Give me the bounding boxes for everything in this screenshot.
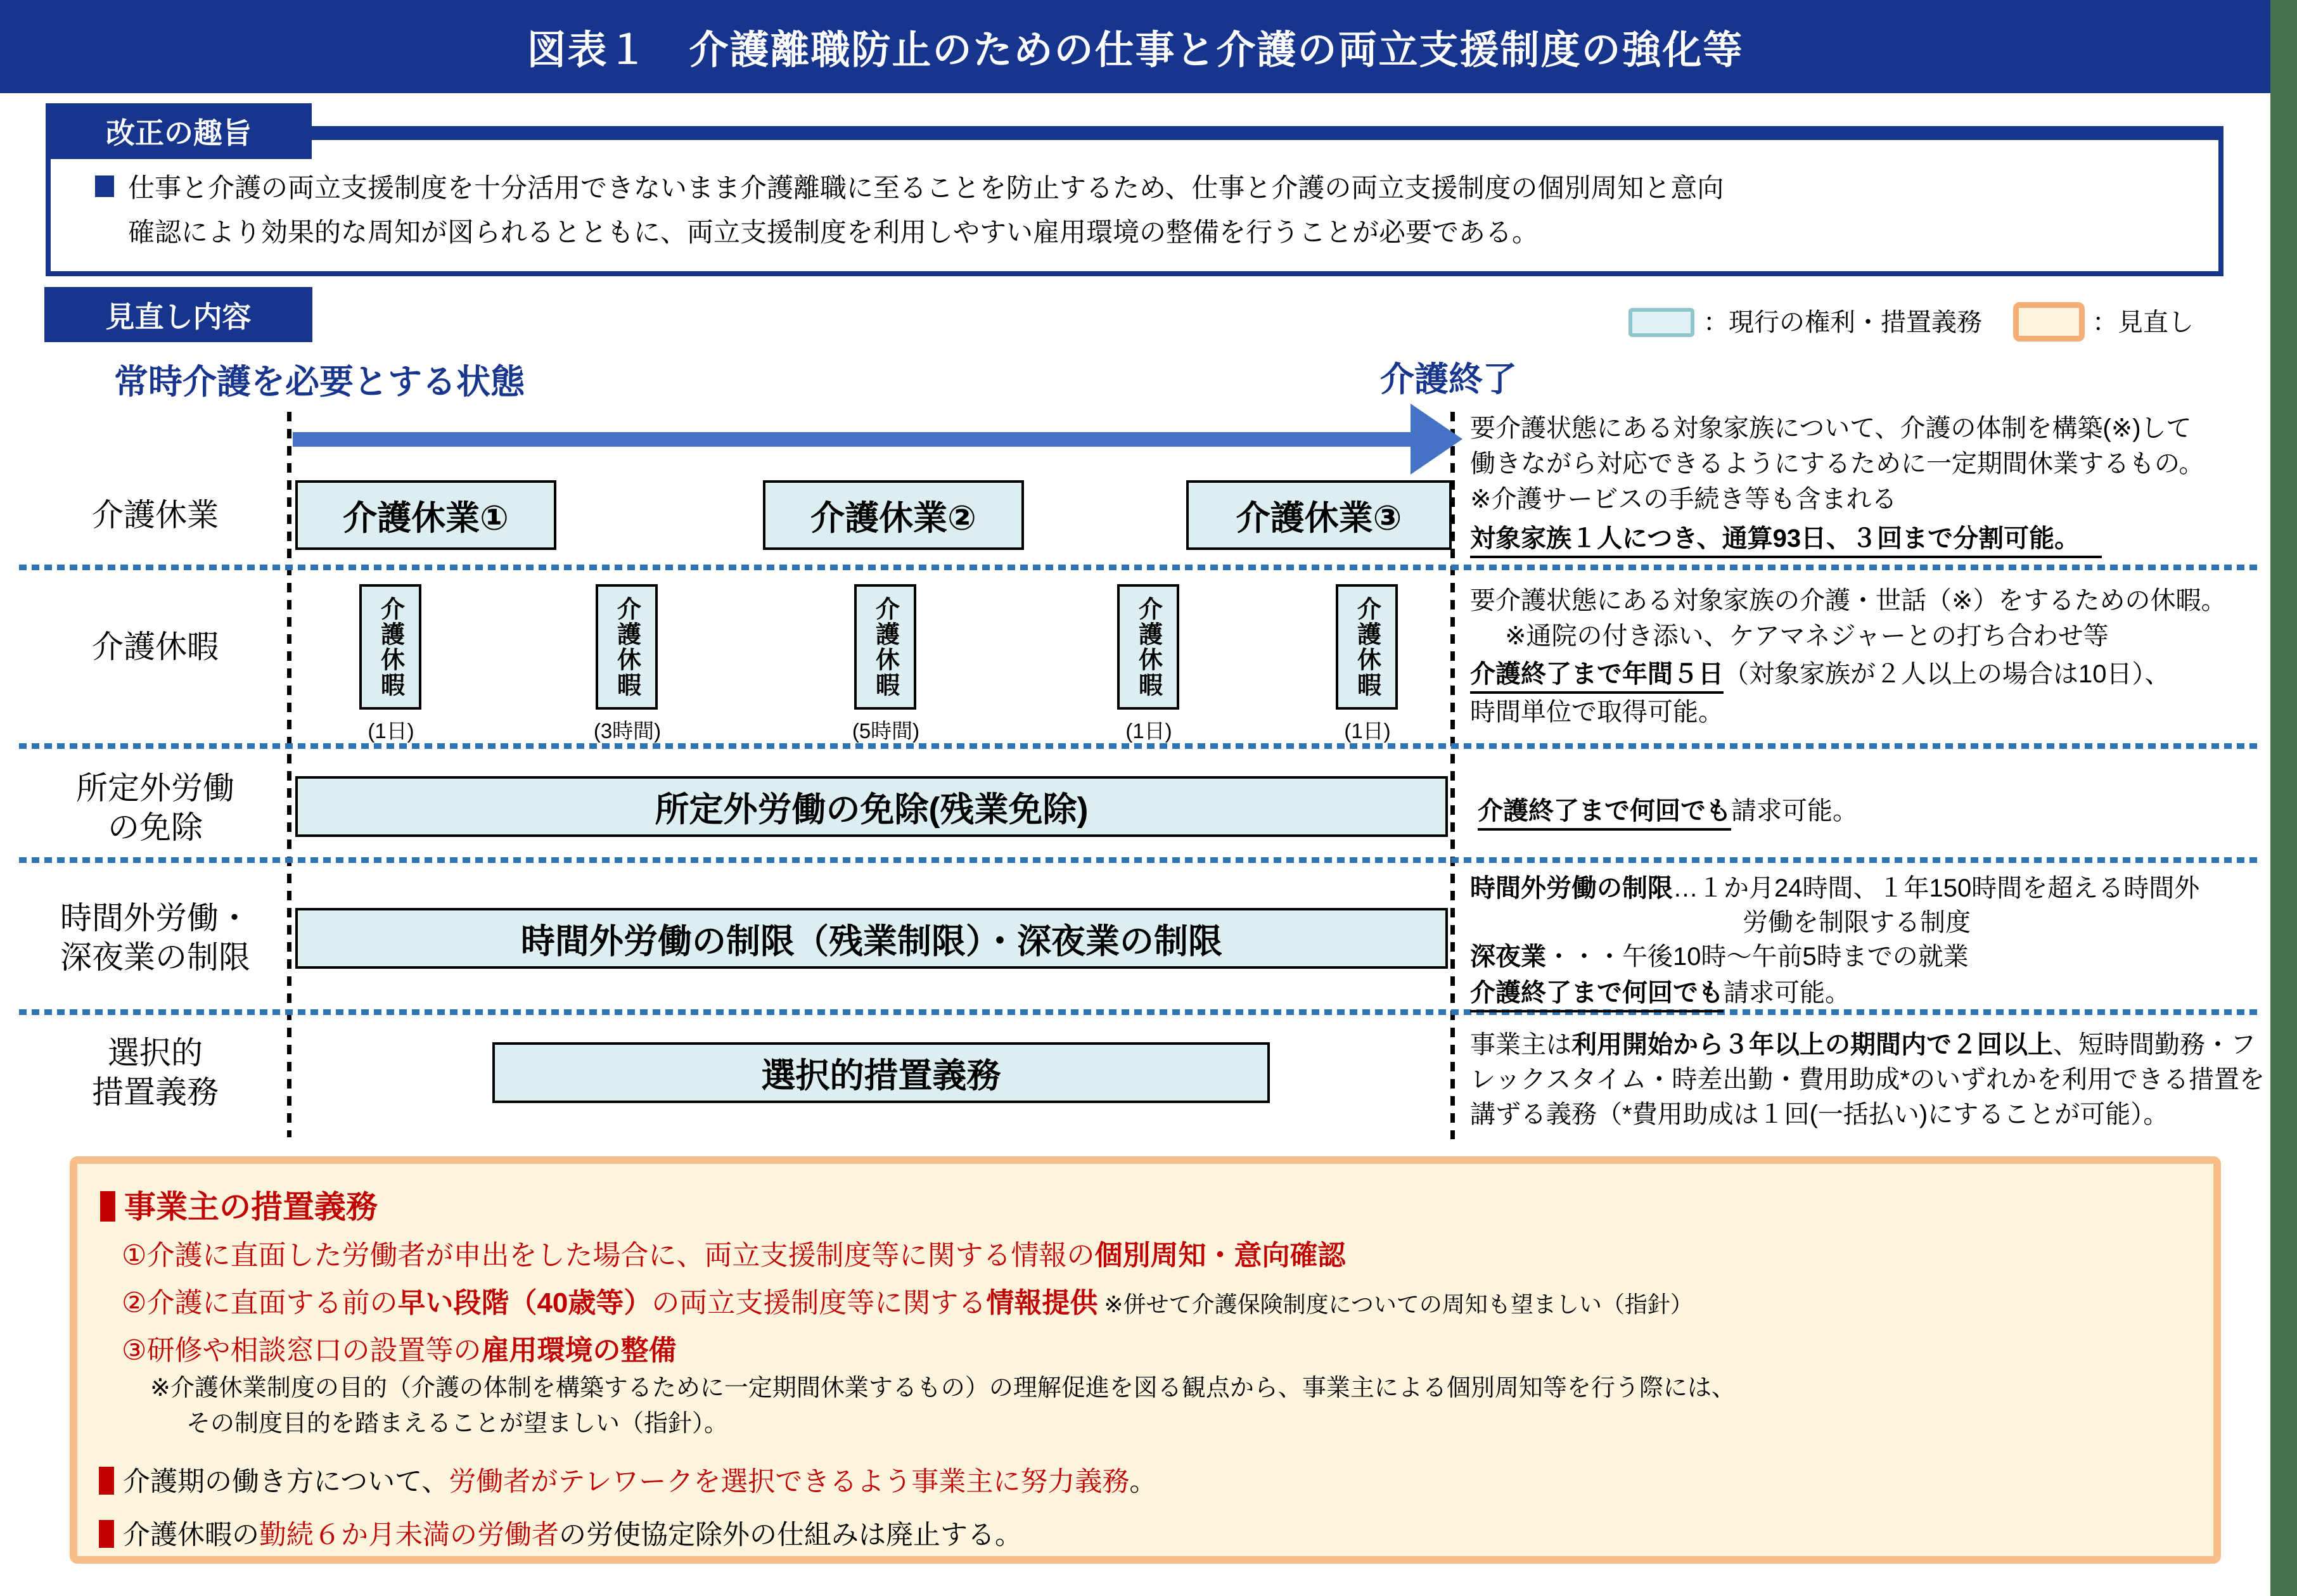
care-timeoff-duration-5: (1日) (1344, 719, 1391, 743)
square-bullet-icon (99, 1467, 114, 1495)
row-label-care-time-off: 介護休暇 (92, 629, 219, 665)
care-timeoff-box-3: 介護休暇 (854, 584, 916, 710)
telework-obligation-line: 介護期の働き方について、労働者がテレワークを選択できるよう事業主に努力義務。 (99, 1460, 1156, 1499)
review-section-badge-label: 見直し内容 (105, 300, 252, 333)
care-leave-box-1: 介護休業① (295, 480, 556, 550)
employer-obligations-box (70, 1156, 2221, 1564)
row-separator (19, 857, 2257, 863)
obligations-heading: 事業主の措置義務 (100, 1182, 378, 1227)
row-label-care-leave: 介護休業 (92, 497, 219, 533)
legend-revised-swatch (2013, 302, 2085, 342)
overtime-exemption-description: 介護終了まで何回でも請求可能。 (1470, 793, 2270, 829)
care-timeoff-box-4: 介護休暇 (1117, 584, 1179, 710)
timeline-arrow (293, 432, 1412, 447)
care-timeoff-duration-3: (5時間) (852, 719, 920, 743)
row-label-overtime-exemption: 所定外労働 の免除 (76, 770, 234, 845)
square-bullet-icon (99, 1520, 114, 1548)
revision-purpose-badge (46, 103, 312, 159)
review-section-badge (44, 287, 312, 342)
obligation-item-2-note: ※併せて介護保険制度についての周知も望ましい（指針） (1104, 1291, 1693, 1317)
revision-purpose-line2: 確認により効果的な周知が図られるとともに、両立支援制度を利用しやすい雇用環境の整備を行うことが必要である。 (128, 217, 1539, 247)
timeline-start-label: 常時介護を必要とする状態 (114, 363, 525, 401)
revision-purpose-rule (309, 126, 2223, 140)
care-timeoff-description: 要介護状態にある対象家族の介護・世話（※）をするための休暇。 ※通院の付き添い、ケアマネジャーとの打ち合わせ等 介護終了まで年間５日（対象家族が２人以上の場合は10日）、 時間単位で取得可能。 (1470, 587, 2227, 726)
row-label-selective-measures: 選択的 措置義務 (92, 1035, 219, 1110)
row-label-overtime-limit: 時間外労働・ 深夜業の制限 (60, 900, 250, 975)
row-separator (19, 565, 2257, 570)
selective-measures-description: 事業主は利用開始から３年以上の期間内で２回以上、短時間勤務・フレックスタイム・時差出勤・費用助成*のいずれかを利用できる措置を講ずる義務（*費用助成は１回(一括払い)にすることが可能）。 (1470, 1031, 2265, 1128)
selective-measures-box: 選択的措置義務 (492, 1042, 1270, 1103)
timeline-start-dashed-line (287, 412, 291, 1137)
care-timeoff-duration-1: (1日) (368, 719, 414, 743)
obligation-item-3: ③研修や相談窓口の設置等の雇用環境の整備 (122, 1335, 677, 1366)
revision-purpose-badge-label: 改正の趣旨 (106, 117, 252, 150)
overtime-exemption-box: 所定外労働の免除(残業免除) (295, 776, 1448, 837)
obligation-item-1: ①介護に直面した労働者が申出をした場合に、両立支援制度等に関する情報の個別周知・意向確認 (122, 1240, 1346, 1271)
obligations-note-line1: ※介護休業制度の目的（介護の体制を構築するために一定期間休業するもの）の理解促進を図る観点から、事業主による個別周知等を行う際には、 (150, 1375, 1736, 1401)
legend-current-swatch (1628, 308, 1694, 337)
square-bullet-icon (95, 176, 114, 197)
exemption-abolition-line: 介護休暇の勤続６か月未満の労働者の労使協定除外の仕組みは廃止する。 (99, 1514, 1022, 1552)
timeline-end-label: 介護終了 (1380, 361, 1517, 399)
square-bullet-icon (100, 1191, 115, 1222)
title-band (0, 0, 2270, 93)
care-timeoff-box-1: 介護休暇 (359, 584, 421, 710)
overtime-limit-description: 時間外労働の制限…１か月24時間、１年150時間を超える時間外 労働を制限する制度 深夜業・・・午後10時～午前5時までの就業 介護終了まで何回でも請求可能。 (1470, 871, 2270, 1010)
care-leave-box-3: 介護休業③ (1186, 480, 1452, 550)
care-timeoff-duration-4: (1日) (1125, 719, 1172, 743)
page-edge-band (2270, 0, 2297, 1596)
overtime-limit-box: 時間外労働の制限（残業制限）・深夜業の制限 (295, 908, 1448, 969)
timeline-arrow-head-icon (1411, 404, 1462, 475)
row-separator (19, 1009, 2257, 1015)
legend-current-label: ：現行の権利・措置義務 (1703, 309, 1982, 336)
page-title: 図表１ 介護離職防止のための仕事と介護の両立支援制度の強化等 (527, 29, 1744, 72)
legend-revised-label: ：見直し (2092, 309, 2194, 336)
care-timeoff-box-2: 介護休暇 (596, 584, 658, 710)
revision-purpose-text (95, 166, 2192, 255)
obligations-note-line2: その制度目的を踏まえることが望ましい（指針）。 (186, 1410, 729, 1437)
care-leave-box-2: 介護休業② (763, 480, 1024, 550)
care-leave-description: 要介護状態にある対象家族について、介護の体制を構築(※)して 働きながら対応できるようにするために一定期間休業するもの。 ※介護サービスの手続き等も含まれる 対象家族１人につき、通算93日、３回まで分割可能。 (1470, 411, 2270, 556)
care-timeoff-duration-2: (3時間) (593, 719, 662, 743)
care-timeoff-box-5: 介護休暇 (1336, 584, 1398, 710)
obligation-item-2: ②介護に直面する前の早い段階（40歳等）の両立支援制度等に関する情報提供 ※併せて介護保険制度についての周知も望ましい（指針） (122, 1287, 1693, 1318)
revision-purpose-line1: 仕事と介護の両立支援制度を十分活用できないまま介護離職に至ることを防止するため、仕事と介護の両立支援制度の個別周知と意向 (128, 173, 1724, 203)
